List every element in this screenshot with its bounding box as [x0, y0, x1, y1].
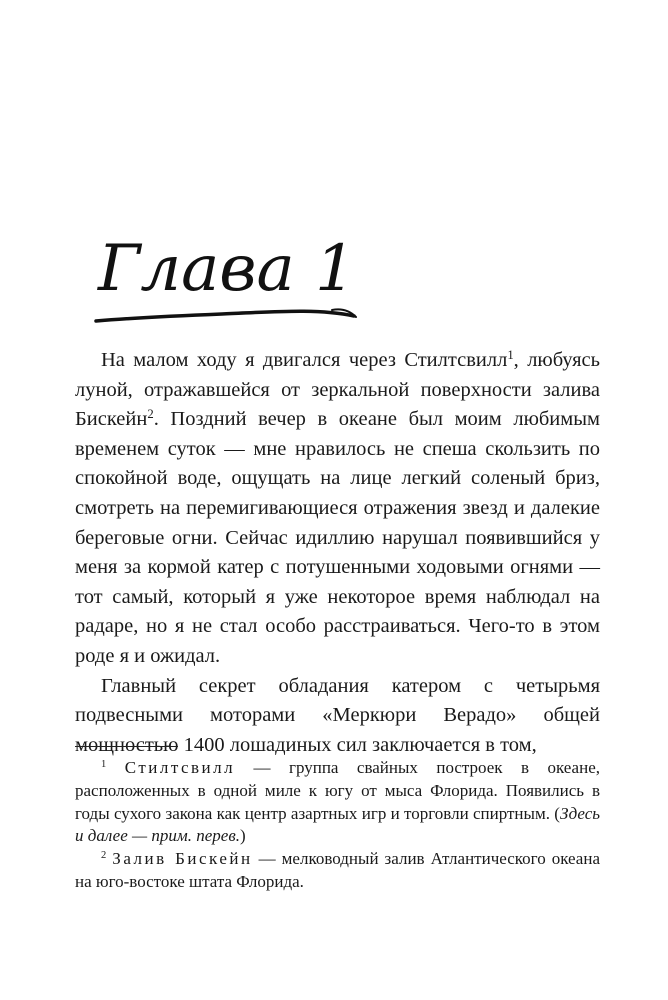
chapter-title: Глава 1 [98, 232, 356, 306]
footnote-2-number: 2 [101, 850, 107, 862]
footnote-1-close: ) [239, 826, 246, 846]
footnote-1-term: Стилтсвилл [124, 758, 236, 777]
footnote-1-translator-note: Здесь и далее — прим. перев. [75, 803, 600, 846]
footnote-1-number: 1 [101, 759, 107, 771]
paragraph-1 [75, 346, 600, 672]
footnote-2-text: — мелководный залив Атлантического океана на юго-востоке штата Флорида. [75, 849, 601, 891]
footnote-1 [75, 757, 600, 848]
chapter-heading [92, 228, 362, 333]
heading-flourish [96, 311, 354, 321]
footnote-ref-1: 1 [507, 348, 514, 363]
footnote-separator [75, 746, 178, 747]
footnote-2-term: Залив Бискейн [112, 849, 253, 869]
footnote-2 [75, 848, 600, 894]
paragraph-2: Главный секрет обладания катером с четырьмя подвесными моторами «Меркюри Верадо» общей мощностью 1400 лошадиных сил заключается в том, [75, 674, 600, 756]
footnote-1-text: — группа свайных построек в океане, расположенных в одной миле к югу от мыса Флорида. Появились в годы сухого закона как центр азартных игр и торговли спиртным. ( [75, 758, 600, 823]
paragraph-1-text-b: , любуясь луной, отражавшейся от зеркальной поверхности залива Бискейн [75, 349, 601, 431]
chapter-heading-art [92, 228, 362, 333]
footnotes [75, 757, 600, 894]
footnote-ref-2: 2 [147, 407, 154, 422]
paragraph-1-text-c: . Поздний вечер в океане был моим любимым временем суток — мне нравилось не спеша скользить по спокойной воде, ощущать на лице легкий соленый бриз, смотреть на перемигивающиеся отражения звезд и далекие береговые огни. Сейчас идиллию нарушал появившийся у меня за кормой катер с потушенными ходовыми огнями — тот самый, который я уже некоторое время наблюдал на радаре, но я не стал особо расстраиваться. Чего-то в этом роде я и ожидал. [75, 408, 600, 667]
main-text [75, 346, 600, 760]
paragraph-1-text-a: На малом ходу я двигался через Стилтсвилл [101, 349, 508, 371]
